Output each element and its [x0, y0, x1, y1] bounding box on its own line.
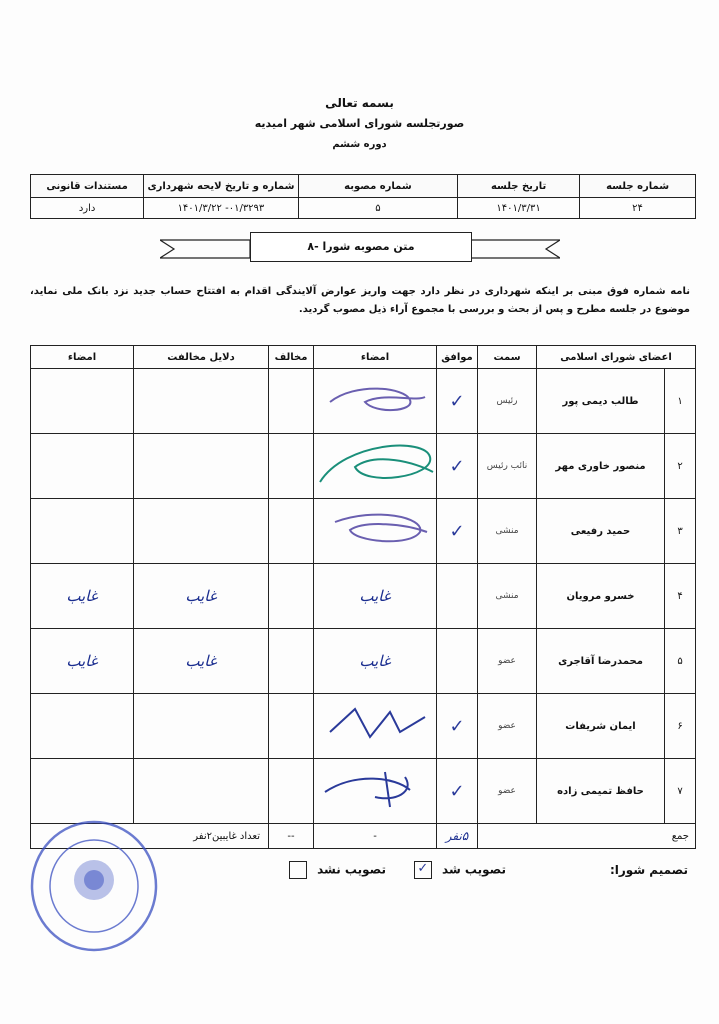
member-name: منصور خاوری مهر — [537, 434, 665, 499]
member-number: ۲ — [665, 434, 696, 499]
rejected-label: تصویب نشد — [317, 862, 386, 877]
member-number: ۷ — [665, 759, 696, 824]
member-row — [31, 499, 696, 564]
disagree-signature — [31, 369, 134, 434]
member-row — [31, 759, 696, 824]
votes-header: سمت — [478, 346, 537, 369]
member-role: عضو — [478, 759, 537, 824]
sum-agree: ۵نفر — [437, 824, 478, 849]
meta-value: ۲۴ — [580, 198, 696, 219]
meta-header: شماره مصوبه — [298, 175, 457, 198]
disagree-mark — [269, 369, 314, 434]
member-role: منشی — [478, 499, 537, 564]
meta-value: دارد — [31, 198, 144, 219]
disagree-reason: غایب — [134, 564, 269, 629]
signature-icon — [315, 697, 435, 752]
approved-checkbox[interactable]: ✓ — [414, 861, 432, 879]
votes-table — [30, 345, 696, 849]
member-row — [31, 434, 696, 499]
member-role: عضو — [478, 629, 537, 694]
resolution-text: نامه شماره فوق مبنی بر اینکه شهرداری در نظر دارد جهت واریز عوارض آلایندگی اقدام به افتتاح حساب جدید نزد بانک ملی نماید، موضوع در جلسه مطرح و پس از بحث و بررسی با مجموع آراء ذیل مصوب گردید. — [30, 286, 690, 315]
agree-mark: ✓ — [437, 499, 478, 564]
meta-value: ۵ — [298, 198, 457, 219]
disagree-reason — [134, 434, 269, 499]
disagree-signature: غایب — [31, 564, 134, 629]
member-row — [31, 369, 696, 434]
meta-header: شماره و تاریخ لایحه شهرداری — [144, 175, 299, 198]
seal-icon — [28, 818, 160, 954]
document-title: بسمه تعالی — [325, 96, 394, 110]
disagree-reason: غایب — [134, 629, 269, 694]
disagree-signature: غایب — [31, 629, 134, 694]
decision-label: تصمیم شورا: — [609, 863, 688, 877]
member-role: عضو — [478, 694, 537, 759]
member-signature — [314, 694, 437, 759]
agree-mark: ✓ — [437, 694, 478, 759]
member-signature — [314, 434, 437, 499]
votes-header: مخالف — [269, 346, 314, 369]
disagree-mark — [269, 499, 314, 564]
member-role: منشی — [478, 564, 537, 629]
member-number: ۱ — [665, 369, 696, 434]
disagree-mark — [269, 694, 314, 759]
disagree-signature — [31, 759, 134, 824]
disagree-mark — [269, 629, 314, 694]
disagree-reason — [134, 694, 269, 759]
disagree-signature — [31, 499, 134, 564]
council-seal — [28, 818, 160, 954]
member-number: ۳ — [665, 499, 696, 564]
votes-header: امضاء — [31, 346, 134, 369]
member-number: ۴ — [665, 564, 696, 629]
meta-header: تاریخ جلسه — [458, 175, 580, 198]
signature-icon — [315, 372, 435, 427]
agree-mark — [437, 629, 478, 694]
sum-label: جمع — [478, 824, 696, 849]
member-signature: غایب — [314, 629, 437, 694]
section-title: ۸- متن مصوبه شورا — [250, 232, 472, 262]
member-signature: غایب — [314, 564, 437, 629]
member-number: ۶ — [665, 694, 696, 759]
meta-header: شماره جلسه — [580, 175, 696, 198]
member-signature — [314, 499, 437, 564]
member-signature — [314, 759, 437, 824]
signature-icon — [315, 762, 435, 817]
disagree-signature — [31, 434, 134, 499]
member-row — [31, 694, 696, 759]
disagree-reason — [134, 759, 269, 824]
disagree-mark — [269, 434, 314, 499]
sum-dash: -- — [269, 824, 314, 849]
votes-header: موافق — [437, 346, 478, 369]
votes-header: امضاء — [314, 346, 437, 369]
signature-icon — [315, 437, 435, 492]
meta-value: ۱۴۰۱/۳/۳۱ — [458, 198, 580, 219]
member-name: طالب دیمی پور — [537, 369, 665, 434]
member-role: نائب رئیس — [478, 434, 537, 499]
meta-table — [30, 174, 696, 219]
member-signature — [314, 369, 437, 434]
votes-header: دلایل مخالفت — [134, 346, 269, 369]
agree-mark: ✓ — [437, 759, 478, 824]
member-row — [31, 564, 696, 629]
council-term: دوره ششم — [332, 139, 387, 150]
document-subtitle: صورتجلسه شورای اسلامی شهر امیدیه — [254, 117, 465, 130]
rejected-checkbox[interactable] — [289, 861, 307, 879]
meta-value: ۰۱/۳۲۹۳- ۱۴۰۱/۳/۲۲ — [144, 198, 299, 219]
absent-count: تعداد غایبین۲نفر — [31, 824, 269, 849]
member-row — [31, 629, 696, 694]
votes-header: اعضای شورای اسلامی — [537, 346, 696, 369]
meta-header: مستندات قانونی — [31, 175, 144, 198]
member-name: خسرو مرویان — [537, 564, 665, 629]
agree-mark — [437, 564, 478, 629]
member-name: حمید رفیعی — [537, 499, 665, 564]
disagree-signature — [31, 694, 134, 759]
disagree-reason — [134, 369, 269, 434]
section-banner — [160, 232, 560, 266]
member-name: ایمان شریفات — [537, 694, 665, 759]
agree-mark: ✓ — [437, 434, 478, 499]
disagree-mark — [269, 564, 314, 629]
member-role: رئیس — [478, 369, 537, 434]
agree-mark: ✓ — [437, 369, 478, 434]
signature-icon — [315, 502, 435, 557]
member-number: ۵ — [665, 629, 696, 694]
approved-label: تصویب شد — [442, 862, 506, 877]
disagree-mark — [269, 759, 314, 824]
member-name: محمدرضا آقاجری — [537, 629, 665, 694]
member-name: حافظ تمیمی زاده — [537, 759, 665, 824]
sum-dash: - — [314, 824, 437, 849]
disagree-reason — [134, 499, 269, 564]
